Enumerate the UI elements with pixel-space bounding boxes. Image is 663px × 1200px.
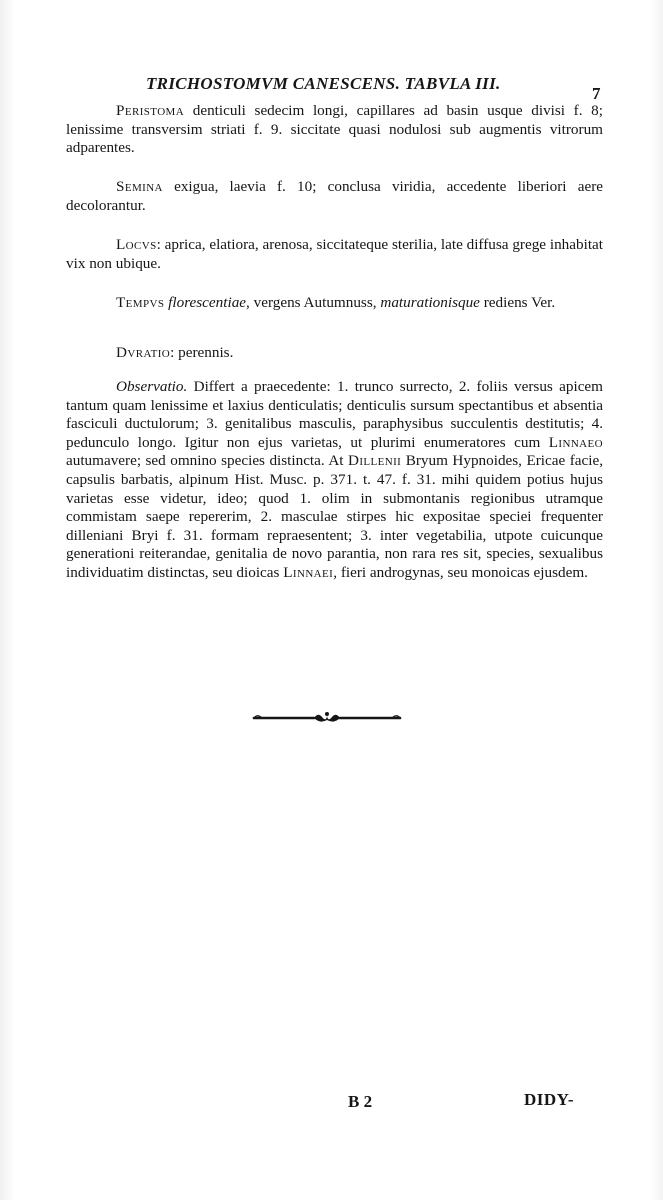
paragraph-text: , fieri androgynas, seu monoicas ejusdem. [333, 563, 588, 581]
page-number: 7 [592, 84, 601, 103]
author-name: Dillenii [347, 452, 402, 470]
ornament-divider [252, 708, 402, 728]
paragraph-observatio [66, 378, 603, 583]
running-title: TRICHOSTOMVM CANESCENS. TABVLA III. [146, 74, 501, 93]
author-name: Linnaeo [548, 433, 603, 451]
italic-term: florescentiae [168, 294, 247, 311]
paragraph-locus [66, 236, 603, 273]
lead-word: Dvratio [116, 344, 171, 361]
author-name: Linnaei [283, 563, 334, 581]
paragraph-peristoma [66, 102, 603, 158]
paragraph-text: autumavere; sed omnino species distincta. At [66, 452, 348, 470]
lead-word: Observatio. [116, 378, 188, 395]
lead-word: Semina [116, 178, 163, 195]
paragraph-tempus [66, 294, 603, 313]
paragraph-text: Differt a praecedente: 1. trunco surrecto, 2. foliis versus apicem tantum quam lenissime et laxius denticulatis; denticulis sursum spectantibus et absentia fasciculi ductulorum; 3. genitalibus masculis, paraphysibus succulentis destitutis; 4. pedunculo longo. Igitur non ejus varietas, ut plurimi enumeratores cum [66, 378, 603, 451]
paragraph-text: rediens Ver. [479, 294, 556, 311]
lead-word: Peristoma [116, 102, 185, 119]
paragraph-duratio [66, 344, 603, 363]
lead-word: Locvs [116, 236, 157, 253]
lead-word: Tempvs [116, 294, 165, 311]
signature-mark: B 2 [348, 1092, 373, 1111]
paragraph-text: exigua, laevia f. 10; conclusa viridia, accedente liberiori aere decolorantur. [66, 178, 603, 214]
paragraph-text: Bryum Hypnoides, Ericae facie, capsulis barbatis, alpinum Hist. Musc. p. 371. t. 47. f. 31. mihi quidem potius hujus varietas esse videtur, ideo; quod 1. olim in submontanis regionibus utramque commistam saepe repererim, 2. masculae stirpes hic expositae speciei frequenter dilleniani Bryi f. 31. formam repraesentent; 3. inter vegetabilia, utpote cuicunque generationi reiterandae, genitalia de novo parantia, non rara res sit, species, sexualibus individuatim distinctas, seu dioicas [66, 452, 603, 581]
paragraph-text: : perennis. [170, 344, 234, 361]
paragraph-text: denticuli sedecim longi, capillares ad basin usque divisi f. 8; lenissime transversim striati f. 9. siccitate quasi nodulosi sub augmentis vitrorum adparentes. [66, 102, 603, 157]
catchword: DIDY- [524, 1090, 575, 1109]
paragraph-text: : aprica, elatiora, arenosa, siccitateque sterilia, late diffusa grege inhabitat vix non ubique. [66, 236, 603, 272]
paragraph-text: , vergens Autumnuss, [246, 294, 381, 311]
paragraph-semina [66, 178, 603, 215]
italic-term: maturationisque [380, 294, 480, 311]
